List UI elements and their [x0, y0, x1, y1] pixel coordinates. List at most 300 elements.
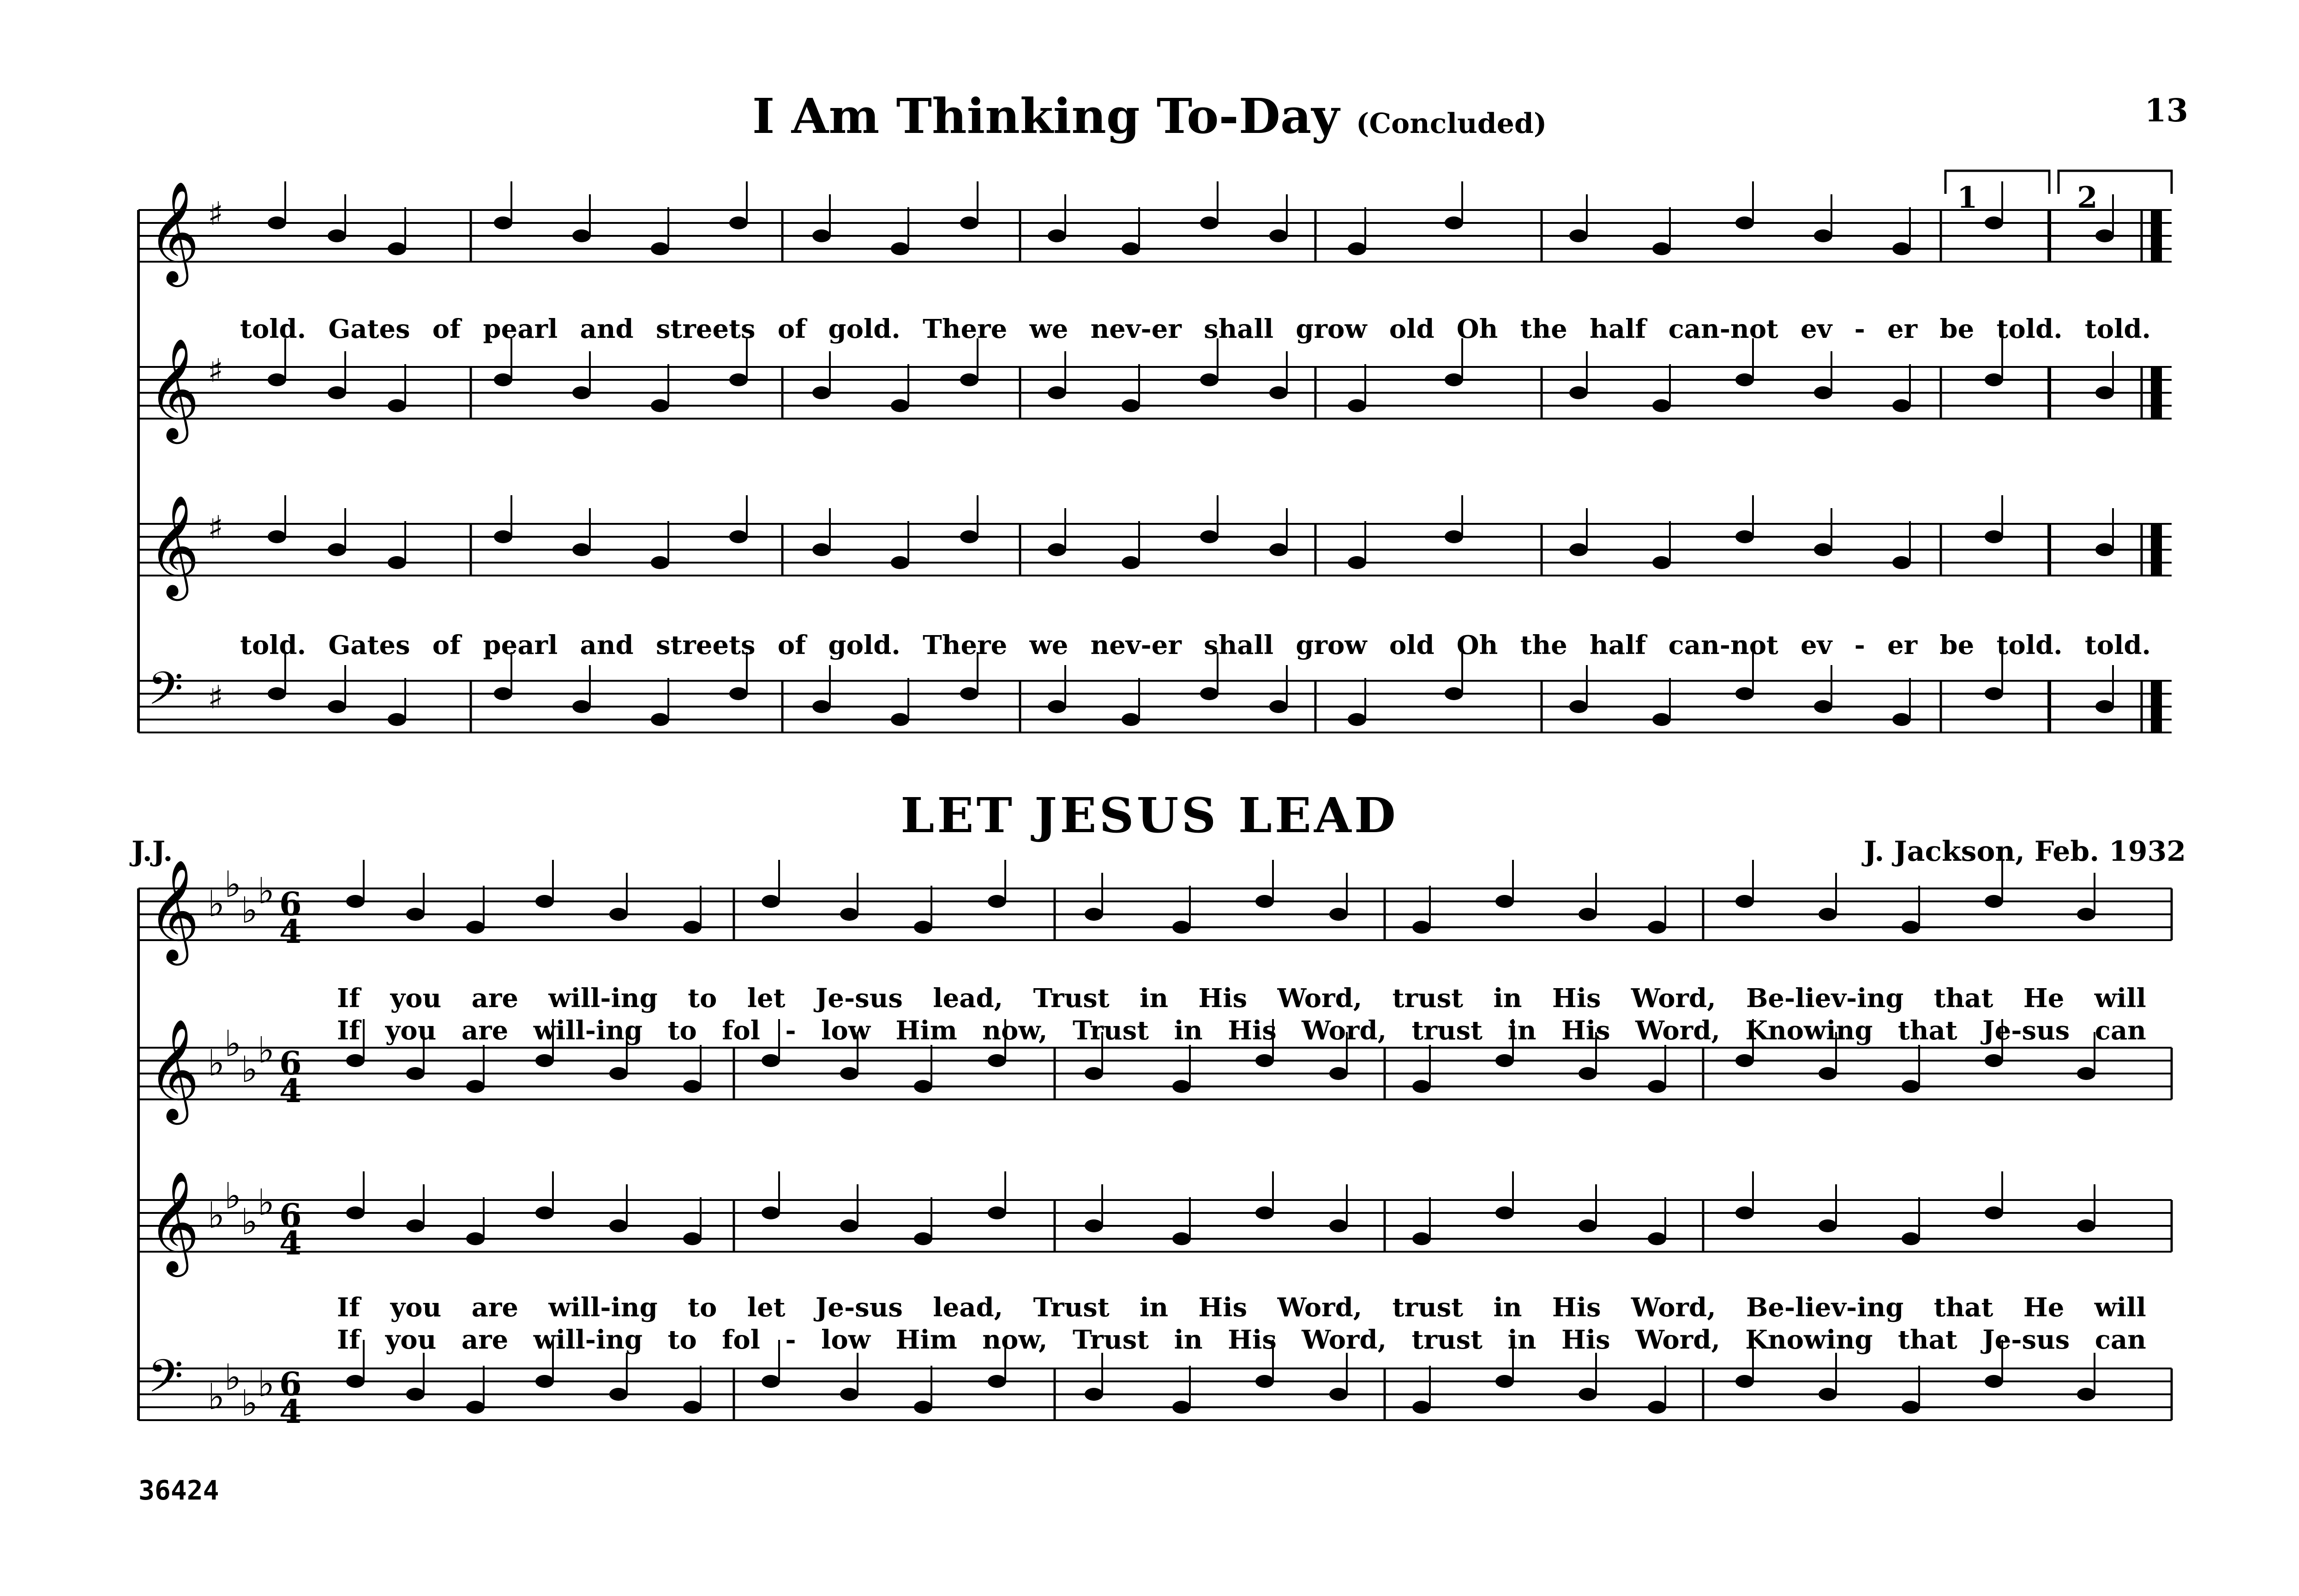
page-number: 13: [2144, 92, 2188, 129]
note-head: [494, 530, 512, 543]
note-head: [1255, 895, 1274, 908]
note-head: [1569, 229, 1588, 242]
lyric-word: in: [1493, 1292, 1522, 1323]
note-head: [988, 1375, 1006, 1388]
note-head: [406, 1219, 425, 1232]
lyric-word: He: [2023, 983, 2065, 1014]
note-head: [1735, 373, 1754, 386]
note-head: [328, 386, 346, 399]
bass-clef-icon: 𝄢: [148, 662, 184, 726]
lyric-word: can: [2095, 1015, 2146, 1046]
note-head: [406, 1388, 425, 1401]
note-head: [1445, 373, 1463, 386]
note-head: [1172, 1080, 1191, 1093]
lyric-word: are: [461, 1325, 509, 1355]
lyric-word: Be-liev-ing: [1746, 1292, 1904, 1323]
flat-key-icon: ♭: [224, 1357, 241, 1398]
note-head: [1648, 1232, 1666, 1245]
treble-clef-icon: 𝄞: [148, 494, 200, 596]
lyric-word: told.: [2084, 314, 2151, 344]
lyric-word: of: [432, 314, 461, 344]
note-head: [494, 687, 512, 700]
lyric-word: Word,: [1631, 1292, 1716, 1323]
note-head: [1200, 373, 1219, 386]
lyric-word: told.: [2084, 630, 2151, 660]
note-head: [388, 713, 406, 726]
flat-key-icon: ♭: [208, 1195, 225, 1236]
note-head: [1122, 399, 1140, 412]
note-head: [1085, 1219, 1103, 1232]
note-head: [2077, 908, 2095, 921]
lyric-word: to: [688, 983, 717, 1014]
lyric-word: Word,: [1635, 1015, 1720, 1046]
note-head: [1735, 1054, 1754, 1067]
note-head: [729, 530, 748, 543]
lyric-word: shall: [1204, 630, 1274, 660]
note-head: [1329, 1067, 1348, 1080]
note-head: [1412, 1401, 1431, 1414]
time-signature-top: 6: [279, 1044, 302, 1082]
note-head: [1200, 530, 1219, 543]
note-head: [535, 1375, 554, 1388]
lyric-word: Him: [895, 1015, 957, 1046]
note-head: [960, 687, 978, 700]
note-head: [1579, 1219, 1597, 1232]
lyric-word: -: [1854, 314, 1865, 344]
lyric-word: nev-er: [1090, 314, 1182, 344]
lyric-word: Je-sus: [815, 1292, 903, 1323]
note-head: [466, 921, 485, 934]
lyric-word: grow: [1296, 630, 1367, 660]
note-head: [683, 1232, 702, 1245]
lyric-word: will-ing: [533, 1015, 643, 1046]
note-head: [1412, 1232, 1431, 1245]
note-head: [1652, 242, 1671, 255]
note-head: [609, 1388, 628, 1401]
note-head: [346, 1054, 365, 1067]
lyric-word: you: [390, 983, 442, 1014]
flat-key-icon: ♭: [224, 1176, 241, 1217]
lyric-word: old: [1389, 630, 1435, 660]
flat-key-icon: ♭: [258, 870, 275, 912]
flat-key-icon: ♭: [241, 1201, 258, 1243]
lyric-word: If: [337, 1325, 360, 1355]
ending-2-bracket: [2059, 171, 2172, 194]
lyric-word: Word,: [1302, 1015, 1387, 1046]
note-head: [268, 216, 286, 229]
note-head: [466, 1401, 485, 1414]
note-head: [388, 242, 406, 255]
note-head: [1819, 1388, 1837, 1401]
lyric-word: If: [337, 983, 360, 1014]
note-head: [729, 216, 748, 229]
lyric-word: Be-liev-ing: [1746, 983, 1904, 1014]
lyric-word: His: [1552, 1292, 1601, 1323]
note-head: [1085, 1388, 1103, 1401]
time-signature-top: 6: [279, 1196, 302, 1235]
lyric-word: let: [747, 983, 786, 1014]
lyric-word: His: [1198, 1292, 1248, 1323]
note-head: [1495, 1206, 1514, 1219]
lyric-word: we: [1029, 630, 1068, 660]
time-signature-top: 6: [279, 885, 302, 923]
lyric-word: Word,: [1277, 983, 1363, 1014]
sharp-key-icon: ♯: [208, 509, 223, 546]
note-head: [2095, 700, 2114, 713]
note-head: [1902, 1232, 1920, 1245]
lyric-word: Trust: [1072, 1015, 1149, 1046]
note-head: [1269, 229, 1288, 242]
final-bar-line: [2151, 524, 2162, 576]
lyric-word: trust: [1392, 1292, 1464, 1323]
note-head: [914, 1080, 932, 1093]
note-head: [914, 1401, 932, 1414]
lyric-word: Knowing: [1745, 1325, 1873, 1355]
lyric-word: half: [1590, 314, 1646, 344]
note-head: [1085, 1067, 1103, 1080]
flat-key-icon: ♭: [241, 890, 258, 931]
time-signature-top: 6: [279, 1365, 302, 1403]
note-head: [1735, 687, 1754, 700]
note-head: [1348, 713, 1366, 726]
note-head: [328, 229, 346, 242]
lyric-word: Oh: [1456, 630, 1498, 660]
lyric-word: Trust: [1033, 983, 1110, 1014]
note-head: [1048, 700, 1066, 713]
flat-key-icon: ♭: [224, 1023, 241, 1065]
note-head: [2095, 543, 2114, 556]
note-head: [1412, 1080, 1431, 1093]
lyric-word: -: [1854, 630, 1865, 660]
note-head: [1902, 1401, 1920, 1414]
lyric-word: and: [580, 314, 634, 344]
lyric-word: told.: [240, 314, 306, 344]
note-head: [1902, 921, 1920, 934]
ending-2-label: 2: [2077, 180, 2098, 215]
composer-credit: J. Jackson, Feb. 1932: [1863, 835, 2186, 868]
lyric-word: Word,: [1277, 1292, 1363, 1323]
note-head: [1985, 373, 2003, 386]
lyric-word: will-ing: [533, 1325, 643, 1355]
note-head: [328, 543, 346, 556]
lyric-word: Je-sus: [815, 983, 903, 1014]
note-head: [1329, 1219, 1348, 1232]
lyric-word: If: [337, 1015, 360, 1046]
note-head: [651, 399, 669, 412]
lyric-word: now,: [982, 1325, 1048, 1355]
note-head: [1329, 1388, 1348, 1401]
note-head: [268, 687, 286, 700]
lyric-word: half: [1590, 630, 1646, 660]
note-head: [1814, 386, 1832, 399]
treble-clef-icon: 𝄞: [148, 337, 200, 439]
note-head: [346, 1375, 365, 1388]
lyric-word: pearl: [483, 314, 558, 344]
lyric-word: you: [390, 1292, 442, 1323]
lyric-word: lead,: [933, 1292, 1003, 1323]
note-head: [1348, 399, 1366, 412]
lyric-word: told.: [240, 630, 306, 660]
note-head: [1048, 229, 1066, 242]
note-head: [683, 921, 702, 934]
note-head: [2077, 1067, 2095, 1080]
final-bar-line: [2151, 367, 2162, 419]
note-head: [729, 373, 748, 386]
note-head: [1892, 713, 1911, 726]
lyric-word: streets: [655, 630, 756, 660]
note-head: [535, 895, 554, 908]
lyric-word: His: [1561, 1015, 1610, 1046]
lyric-word: to: [667, 1325, 697, 1355]
note-head: [891, 556, 909, 569]
note-head: [1048, 543, 1066, 556]
note-head: [988, 895, 1006, 908]
treble-clef-icon: 𝄞: [148, 859, 200, 961]
note-head: [840, 1219, 858, 1232]
lyric-word: low: [821, 1325, 870, 1355]
lyric-word: of: [432, 630, 461, 660]
time-signature-bottom: 4: [279, 1392, 302, 1431]
lyric-word: ev: [1801, 314, 1832, 344]
note-head: [268, 373, 286, 386]
time-signature-bottom: 4: [279, 1224, 302, 1262]
note-head: [1495, 895, 1514, 908]
lyric-word: grow: [1296, 314, 1367, 344]
final-bar-line: [2151, 210, 2162, 262]
note-head: [2095, 229, 2114, 242]
note-head: [1985, 1054, 2003, 1067]
time-signature-bottom: 4: [279, 912, 302, 951]
lyric-word: in: [1140, 983, 1169, 1014]
lyric-word: fol: [722, 1015, 760, 1046]
sharp-key-icon: ♯: [208, 195, 223, 233]
lyric-word: now,: [982, 1015, 1048, 1046]
note-head: [812, 229, 831, 242]
note-head: [494, 373, 512, 386]
note-head: [1985, 216, 2003, 229]
lyric-word: told.: [1996, 314, 2063, 344]
note-head: [1329, 908, 1348, 921]
lyric-word: er: [1887, 314, 1918, 344]
note-head: [1814, 700, 1832, 713]
lyric-word: to: [688, 1292, 717, 1323]
lyric-word: Gates: [328, 630, 410, 660]
note-head: [346, 1206, 365, 1219]
lyric-word: will: [2094, 983, 2146, 1014]
note-head: [1445, 530, 1463, 543]
note-head: [1652, 713, 1671, 726]
lyric-word: There: [923, 314, 1008, 344]
lyric-word: trust: [1411, 1325, 1483, 1355]
note-head: [960, 216, 978, 229]
hymn-1-title-text: I Am Thinking To-Day: [752, 88, 1339, 144]
lyric-word: -: [785, 1325, 796, 1355]
lyric-word: in: [1174, 1325, 1203, 1355]
lyric-word: and: [580, 630, 634, 660]
note-head: [572, 386, 591, 399]
note-head: [1085, 908, 1103, 921]
note-head: [1579, 1388, 1597, 1401]
lyric-word: Trust: [1033, 1292, 1110, 1323]
final-bar-line: [2151, 681, 2162, 732]
note-head: [651, 242, 669, 255]
note-head: [914, 921, 932, 934]
note-head: [1735, 1375, 1754, 1388]
flat-key-icon: ♭: [258, 1363, 275, 1405]
treble-clef-icon: 𝄞: [148, 180, 200, 282]
note-head: [1569, 543, 1588, 556]
note-head: [388, 556, 406, 569]
note-head: [840, 908, 858, 921]
lyric-word: that: [1897, 1325, 1957, 1355]
note-head: [1122, 242, 1140, 255]
note-head: [1269, 386, 1288, 399]
bass-clef-icon: 𝄢: [148, 1350, 184, 1414]
note-head: [1122, 556, 1140, 569]
note-head: [988, 1206, 1006, 1219]
flat-key-icon: ♭: [258, 1182, 275, 1224]
lyric-word: you: [385, 1015, 437, 1046]
lyric-word: will: [2094, 1292, 2146, 1323]
note-head: [729, 687, 748, 700]
note-head: [1269, 700, 1288, 713]
lyric-word: Word,: [1302, 1325, 1387, 1355]
note-head: [1569, 386, 1588, 399]
flat-key-icon: ♭: [241, 1049, 258, 1091]
flat-key-icon: ♭: [258, 1030, 275, 1071]
note-head: [1200, 216, 1219, 229]
note-head: [572, 700, 591, 713]
note-head: [840, 1388, 858, 1401]
note-head: [1648, 1080, 1666, 1093]
note-head: [1412, 921, 1431, 934]
note-head: [1579, 1067, 1597, 1080]
note-head: [572, 543, 591, 556]
lyric-word: are: [461, 1015, 509, 1046]
lyric-word: gold.: [828, 314, 900, 344]
lyric-word: Him: [895, 1325, 957, 1355]
lyric-word: told.: [1996, 630, 2063, 660]
lyric-word: will-ing: [548, 1292, 658, 1323]
note-head: [988, 1054, 1006, 1067]
lyric-word: that: [1933, 1292, 1993, 1323]
note-head: [1735, 216, 1754, 229]
lyric-word: er: [1887, 630, 1918, 660]
note-head: [1569, 700, 1588, 713]
note-head: [1985, 1206, 2003, 1219]
note-head: [1985, 530, 2003, 543]
note-head: [762, 895, 780, 908]
lyric-word: old: [1389, 314, 1435, 344]
note-head: [762, 1206, 780, 1219]
note-head: [1814, 543, 1832, 556]
lyric-word: in: [1493, 983, 1522, 1014]
lyric-word: are: [471, 983, 519, 1014]
note-head: [1819, 1067, 1837, 1080]
lyric-word: be: [1939, 630, 1975, 660]
lyric-word: low: [821, 1015, 870, 1046]
lyric-word: in: [1507, 1325, 1537, 1355]
time-signature-bottom: 4: [279, 1072, 302, 1110]
note-head: [1652, 399, 1671, 412]
hymn-1-subtitle: (Concluded): [1356, 108, 1547, 140]
lyric-word: that: [1933, 983, 1993, 1014]
hymn-2-title: LET JESUS LEAD: [900, 787, 1399, 844]
lyric-word: in: [1140, 1292, 1169, 1323]
author-initials: J.J.: [132, 835, 173, 868]
note-head: [268, 530, 286, 543]
lyric-word: the: [1520, 314, 1567, 344]
note-head: [891, 242, 909, 255]
note-head: [840, 1067, 858, 1080]
note-head: [535, 1054, 554, 1067]
note-head: [1652, 556, 1671, 569]
note-head: [1892, 242, 1911, 255]
note-head: [2077, 1388, 2095, 1401]
note-head: [1495, 1375, 1514, 1388]
lyric-word: Trust: [1072, 1325, 1149, 1355]
note-head: [1269, 543, 1288, 556]
sharp-key-icon: ♯: [208, 678, 223, 716]
note-head: [1445, 687, 1463, 700]
lyric-word: pearl: [483, 630, 558, 660]
note-head: [609, 1067, 628, 1080]
note-head: [651, 556, 669, 569]
lyric-word: of: [777, 314, 806, 344]
note-head: [1814, 229, 1832, 242]
lyric-word: can-not: [1668, 630, 1778, 660]
note-head: [2077, 1219, 2095, 1232]
lyric-word: trust: [1392, 983, 1464, 1014]
note-head: [812, 700, 831, 713]
flat-key-icon: ♭: [208, 883, 225, 925]
lyric-word: of: [777, 630, 806, 660]
lyric-word: will-ing: [548, 983, 658, 1014]
lyric-word: There: [923, 630, 1008, 660]
note-head: [1985, 1375, 2003, 1388]
lyric-word: -: [785, 1015, 796, 1046]
note-head: [406, 1067, 425, 1080]
lyric-word: you: [385, 1325, 437, 1355]
note-head: [609, 1219, 628, 1232]
sharp-key-icon: ♯: [208, 352, 223, 390]
flat-key-icon: ♭: [241, 1383, 258, 1424]
note-head: [1172, 1232, 1191, 1245]
lyric-word: that: [1897, 1015, 1957, 1046]
note-head: [891, 713, 909, 726]
note-head: [651, 713, 669, 726]
note-head: [1445, 216, 1463, 229]
note-head: [960, 530, 978, 543]
note-head: [346, 895, 365, 908]
lyric-word: Oh: [1456, 314, 1498, 344]
note-head: [1495, 1054, 1514, 1067]
note-head: [466, 1080, 485, 1093]
note-head: [1735, 895, 1754, 908]
lyric-word: Gates: [328, 314, 410, 344]
plate-number: 36424: [138, 1475, 219, 1506]
lyric-word: are: [471, 1292, 519, 1323]
note-head: [1255, 1054, 1274, 1067]
lyric-word: streets: [655, 314, 756, 344]
note-head: [1892, 556, 1911, 569]
lyric-word: fol: [722, 1325, 760, 1355]
lyric-word: Word,: [1635, 1325, 1720, 1355]
note-head: [762, 1054, 780, 1067]
lyric-word: He: [2023, 1292, 2065, 1323]
note-head: [812, 543, 831, 556]
note-head: [388, 399, 406, 412]
